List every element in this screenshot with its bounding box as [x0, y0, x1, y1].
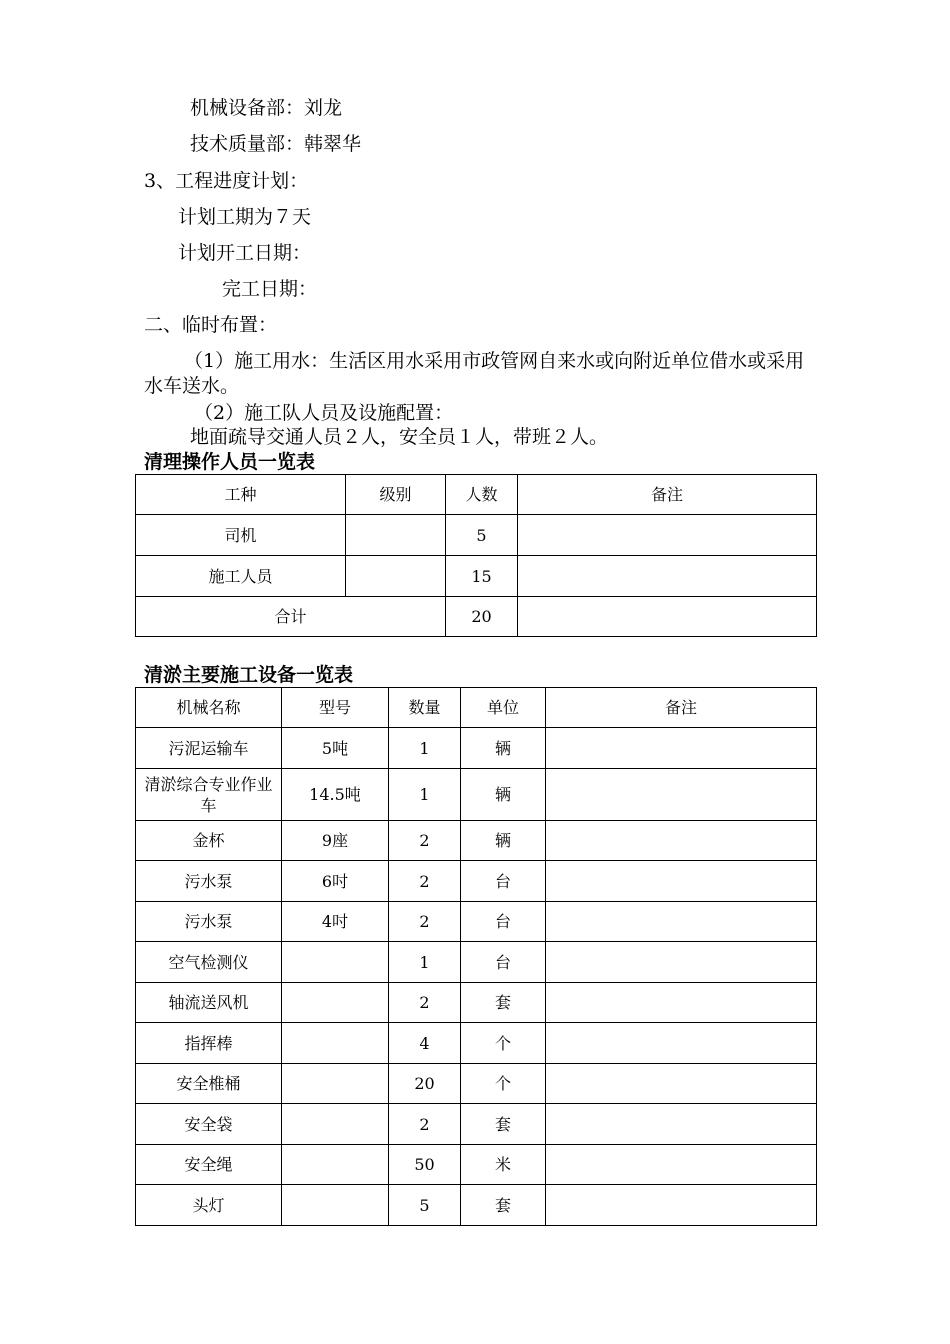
cell-note — [518, 515, 817, 556]
cell-model — [282, 1064, 389, 1104]
equipment-table — [135, 687, 817, 1226]
table-row — [136, 515, 817, 556]
header-cell: 人数 — [446, 475, 518, 515]
cell-model — [282, 942, 389, 983]
header-cell: 型号 — [282, 688, 389, 728]
cell-unit: 套 — [461, 1185, 546, 1226]
completion-date-line: 完工日期： — [222, 278, 318, 300]
table-row — [136, 1023, 817, 1064]
cell-model: 4吋 — [282, 902, 389, 942]
water-supply-paragraph: （1）施工用水：生活区用水采用市政管网自来水或向附近单位借水或采用水车送水。 — [144, 350, 805, 397]
table-row — [136, 728, 817, 769]
cell-note — [546, 1104, 817, 1145]
cell-name: 污水泵 — [136, 861, 282, 902]
planned-duration-line: 计划工期为７天 — [178, 206, 312, 228]
cell-unit: 台 — [461, 942, 546, 983]
cell-unit: 个 — [461, 1064, 546, 1104]
cell-unit: 台 — [461, 902, 546, 942]
cell-name: 安全椎桶 — [136, 1064, 282, 1104]
cell-unit: 个 — [461, 1023, 546, 1064]
header-cell: 机械名称 — [136, 688, 282, 728]
cell-model — [282, 1185, 389, 1226]
cell-name: 污水泵 — [136, 902, 282, 942]
cell-unit: 辆 — [461, 769, 546, 821]
total-note — [518, 597, 817, 637]
cell-type: 施工人员 — [136, 556, 346, 597]
total-row — [136, 597, 817, 637]
table-row — [136, 1185, 817, 1226]
header-cell: 备注 — [546, 688, 817, 728]
cell-name: 清淤综合专业作业车 — [136, 769, 282, 821]
cell-unit: 米 — [461, 1145, 546, 1185]
cell-model: 9座 — [282, 821, 389, 861]
cell-qty: 1 — [389, 769, 461, 821]
cell-name: 安全绳 — [136, 1145, 282, 1185]
staff-table-caption: 清理操作人员一览表 — [144, 451, 316, 473]
staff-table — [135, 474, 817, 637]
cell-note — [546, 769, 817, 821]
cell-unit: 辆 — [461, 728, 546, 769]
cell-name: 指挥棒 — [136, 1023, 282, 1064]
team-config-line: （2）施工队人员及设施配置： — [194, 402, 454, 424]
cell-qty: 2 — [389, 902, 461, 942]
cell-qty: 2 — [389, 1104, 461, 1145]
cell-qty: 1 — [389, 942, 461, 983]
cell-name: 空气检测仪 — [136, 942, 282, 983]
cell-note — [546, 983, 817, 1023]
cell-note — [546, 821, 817, 861]
cell-model — [282, 1023, 389, 1064]
cell-name: 头灯 — [136, 1185, 282, 1226]
cell-level — [346, 515, 446, 556]
cell-name: 轴流送风机 — [136, 983, 282, 1023]
equip-table-caption: 清淤主要施工设备一览表 — [144, 664, 354, 686]
cell-qty: 50 — [389, 1145, 461, 1185]
table-row — [136, 769, 817, 821]
table-row — [136, 1064, 817, 1104]
table-row — [136, 1145, 817, 1185]
equip-table-header-row — [136, 688, 817, 728]
staff-table-header-row — [136, 475, 817, 515]
cell-model — [282, 1104, 389, 1145]
cell-note — [546, 942, 817, 983]
temp-arrangement-heading: 二、临时布置： — [144, 314, 278, 336]
cell-qty: 20 — [389, 1064, 461, 1104]
cell-qty: 2 — [389, 821, 461, 861]
cell-note — [546, 1145, 817, 1185]
header-cell: 工种 — [136, 475, 346, 515]
cell-qty: 2 — [389, 861, 461, 902]
traffic-staff-line: 地面疏导交通人员２人，安全员１人，带班２人。 — [190, 426, 609, 448]
cell-qty: 4 — [389, 1023, 461, 1064]
table-row — [136, 556, 817, 597]
planned-start-line: 计划开工日期： — [178, 242, 312, 264]
header-cell: 单位 — [461, 688, 546, 728]
cell-type: 司机 — [136, 515, 346, 556]
cell-model — [282, 983, 389, 1023]
header-cell: 级别 — [346, 475, 446, 515]
table-row — [136, 983, 817, 1023]
cell-note — [518, 556, 817, 597]
cell-note — [546, 1023, 817, 1064]
table-row — [136, 902, 817, 942]
total-count: 20 — [446, 597, 518, 637]
cell-name: 金杯 — [136, 821, 282, 861]
cell-unit: 台 — [461, 861, 546, 902]
cell-count: 15 — [446, 556, 518, 597]
cell-note — [546, 1064, 817, 1104]
cell-qty: 1 — [389, 728, 461, 769]
header-cell: 备注 — [518, 475, 817, 515]
cell-model: 5吨 — [282, 728, 389, 769]
cell-name: 污泥运输车 — [136, 728, 282, 769]
cell-unit: 套 — [461, 983, 546, 1023]
cell-qty: 5 — [389, 1185, 461, 1226]
cell-note — [546, 861, 817, 902]
cell-qty: 2 — [389, 983, 461, 1023]
table-row — [136, 861, 817, 902]
cell-model: 14.5吨 — [282, 769, 389, 821]
cell-note — [546, 1185, 817, 1226]
cell-count: 5 — [446, 515, 518, 556]
table-row — [136, 821, 817, 861]
table-row — [136, 942, 817, 983]
cell-note — [546, 902, 817, 942]
cell-note — [546, 728, 817, 769]
total-label: 合计 — [136, 597, 446, 637]
dept-quality-line: 技术质量部：韩翠华 — [190, 133, 362, 155]
header-cell: 数量 — [389, 688, 461, 728]
cell-unit: 套 — [461, 1104, 546, 1145]
schedule-heading: 3、工程进度计划： — [144, 170, 309, 192]
cell-model: 6吋 — [282, 861, 389, 902]
table-row — [136, 1104, 817, 1145]
cell-unit: 辆 — [461, 821, 546, 861]
dept-mechanical-line: 机械设备部：刘龙 — [190, 97, 343, 119]
cell-level — [346, 556, 446, 597]
cell-model — [282, 1145, 389, 1185]
cell-name: 安全袋 — [136, 1104, 282, 1145]
